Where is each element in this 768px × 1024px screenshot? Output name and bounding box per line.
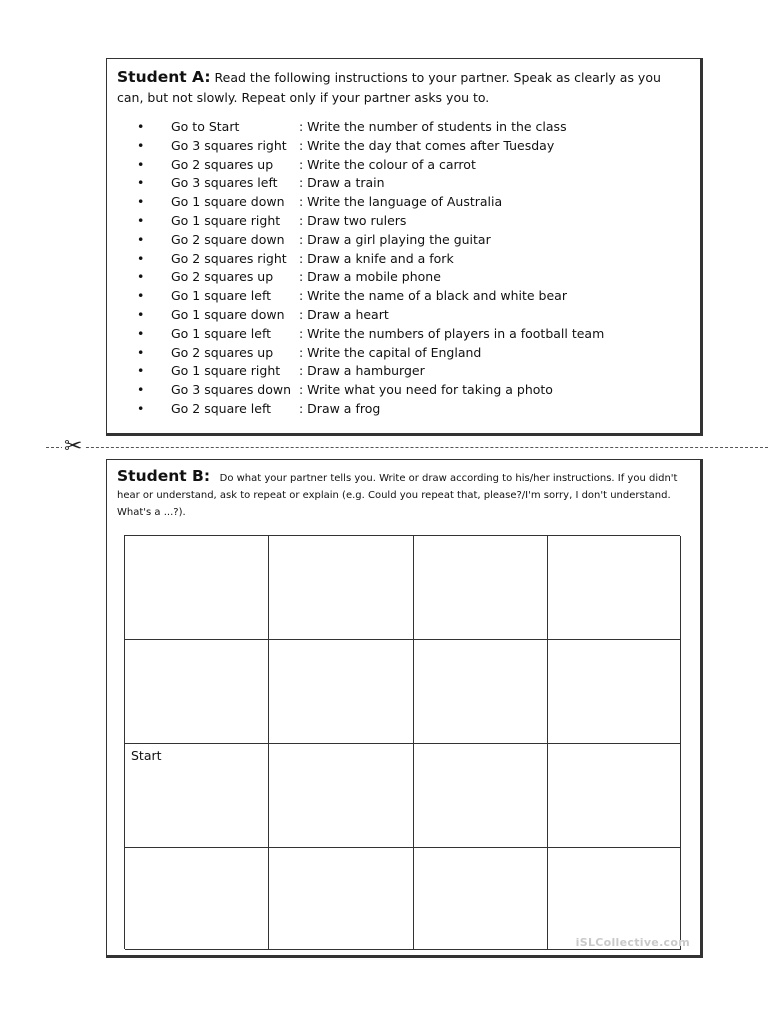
- bullet: •: [137, 325, 145, 341]
- student-b-heading: Student B:: [117, 467, 211, 485]
- student-a-heading: Student A:: [117, 68, 211, 86]
- instruction-item: [137, 381, 690, 400]
- student-b-box: [106, 459, 703, 958]
- grid-cell: [414, 536, 548, 640]
- instruction-action: : Draw a knife and a fork: [299, 250, 454, 266]
- bullet: •: [137, 119, 145, 134]
- instruction-action: : Write the capital of England: [299, 344, 482, 360]
- start-label: Start: [131, 748, 162, 763]
- cut-line: [46, 447, 768, 448]
- instruction-action: : Write the day that comes after Tuesday: [299, 137, 555, 153]
- instruction-action: : Draw a girl playing the guitar: [299, 231, 491, 247]
- bullet: •: [137, 212, 145, 228]
- bullet: •: [137, 175, 145, 191]
- bullet: •: [137, 382, 145, 398]
- bullet: •: [137, 269, 145, 285]
- student-a-intro: [117, 67, 690, 108]
- student-b-intro-text: Do what your partner tells you. Write or draw according to his/her instructions. If you didn't hear or understand, ask to repeat or explain (e.g. Could you repeat that, please?/I'm sorry, I don't understand. What's a ...?).: [117, 473, 678, 518]
- instruction-item: [137, 344, 690, 363]
- bullet: •: [137, 137, 145, 153]
- grid-cell: [548, 744, 681, 848]
- bullet: •: [137, 306, 145, 322]
- bullet: •: [137, 400, 145, 416]
- instruction-action: : Draw a frog: [299, 400, 381, 416]
- instruction-item: [137, 118, 690, 137]
- bullet: •: [137, 363, 145, 379]
- instruction-step: Go 3 squares left: [171, 175, 278, 191]
- instruction-action: : Draw a train: [299, 175, 385, 191]
- instruction-item: [137, 212, 690, 231]
- watermark: iSLCollective.com: [575, 936, 690, 949]
- instruction-step: Go 1 square down: [171, 194, 285, 210]
- instruction-step: Go 2 square down: [171, 231, 285, 247]
- student-b-intro: [117, 468, 690, 521]
- instruction-action: : Write the language of Australia: [299, 194, 503, 210]
- bullet: •: [137, 288, 145, 304]
- instruction-item: [137, 137, 690, 156]
- grid-cell: [269, 640, 414, 744]
- instruction-action: : Draw a heart: [299, 306, 389, 322]
- grid-cell: [125, 536, 269, 640]
- grid-cell: [125, 848, 269, 950]
- grid-cell: [414, 640, 548, 744]
- instruction-action: : Write the name of a black and white bear: [299, 288, 567, 304]
- instruction-action: : Draw two rulers: [299, 212, 407, 228]
- bullet: •: [137, 231, 145, 247]
- instruction-step: Go to Start: [171, 119, 240, 134]
- grid-cell: [125, 744, 269, 848]
- instruction-step: Go 1 square right: [171, 363, 281, 379]
- instruction-action: : Write the colour of a carrot: [299, 156, 476, 172]
- instruction-item: [137, 268, 690, 287]
- grid-cell: [548, 848, 681, 950]
- instruction-step: Go 2 squares up: [171, 344, 274, 360]
- instruction-action: : Draw a hamburger: [299, 363, 425, 379]
- scissors-icon: ✂: [64, 434, 83, 459]
- instruction-step: Go 1 square left: [171, 288, 272, 304]
- student-a-intro-text: Read the following instructions to your partner. Speak as clearly as you can, but not slowly. Repeat only if your partner asks you to.: [117, 70, 661, 105]
- grid-cell: [125, 640, 269, 744]
- instruction-item: [137, 193, 690, 212]
- instruction-item: [137, 325, 690, 344]
- instruction-list: [117, 118, 690, 419]
- grid-cell: [269, 848, 414, 950]
- student-a-box: [106, 58, 703, 436]
- instruction-step: Go 3 squares down: [171, 382, 292, 398]
- bullet: •: [137, 250, 145, 266]
- grid-cell: [548, 640, 681, 744]
- instruction-item: [137, 231, 690, 250]
- answer-grid: [124, 535, 680, 949]
- instruction-step: Go 1 square left: [171, 325, 272, 341]
- instruction-action: : Write the number of students in the class: [299, 119, 567, 134]
- instruction-item: [137, 362, 690, 381]
- bullet: •: [137, 194, 145, 210]
- instruction-step: Go 2 square left: [171, 400, 272, 416]
- instruction-item: [137, 156, 690, 175]
- instruction-action: : Draw a mobile phone: [299, 269, 441, 285]
- instruction-item: [137, 400, 690, 419]
- instruction-item: [137, 174, 690, 193]
- grid-cell: [548, 536, 681, 640]
- instruction-item: [137, 250, 690, 269]
- grid-cell: [269, 744, 414, 848]
- grid-cell: [414, 848, 548, 950]
- instruction-step: Go 1 square down: [171, 306, 285, 322]
- instruction-step: Go 1 square right: [171, 212, 281, 228]
- grid-cell: [269, 536, 414, 640]
- instruction-step: Go 2 squares right: [171, 250, 287, 266]
- instruction-step: Go 3 squares right: [171, 137, 287, 153]
- bullet: •: [137, 344, 145, 360]
- grid-cell: [414, 744, 548, 848]
- instruction-item: [137, 306, 690, 325]
- instruction-action: : Write what you need for taking a photo: [299, 382, 553, 398]
- instruction-step: Go 2 squares up: [171, 269, 274, 285]
- bullet: •: [137, 156, 145, 172]
- instruction-action: : Write the numbers of players in a football team: [299, 325, 605, 341]
- instruction-item: [137, 287, 690, 306]
- instruction-step: Go 2 squares up: [171, 156, 274, 172]
